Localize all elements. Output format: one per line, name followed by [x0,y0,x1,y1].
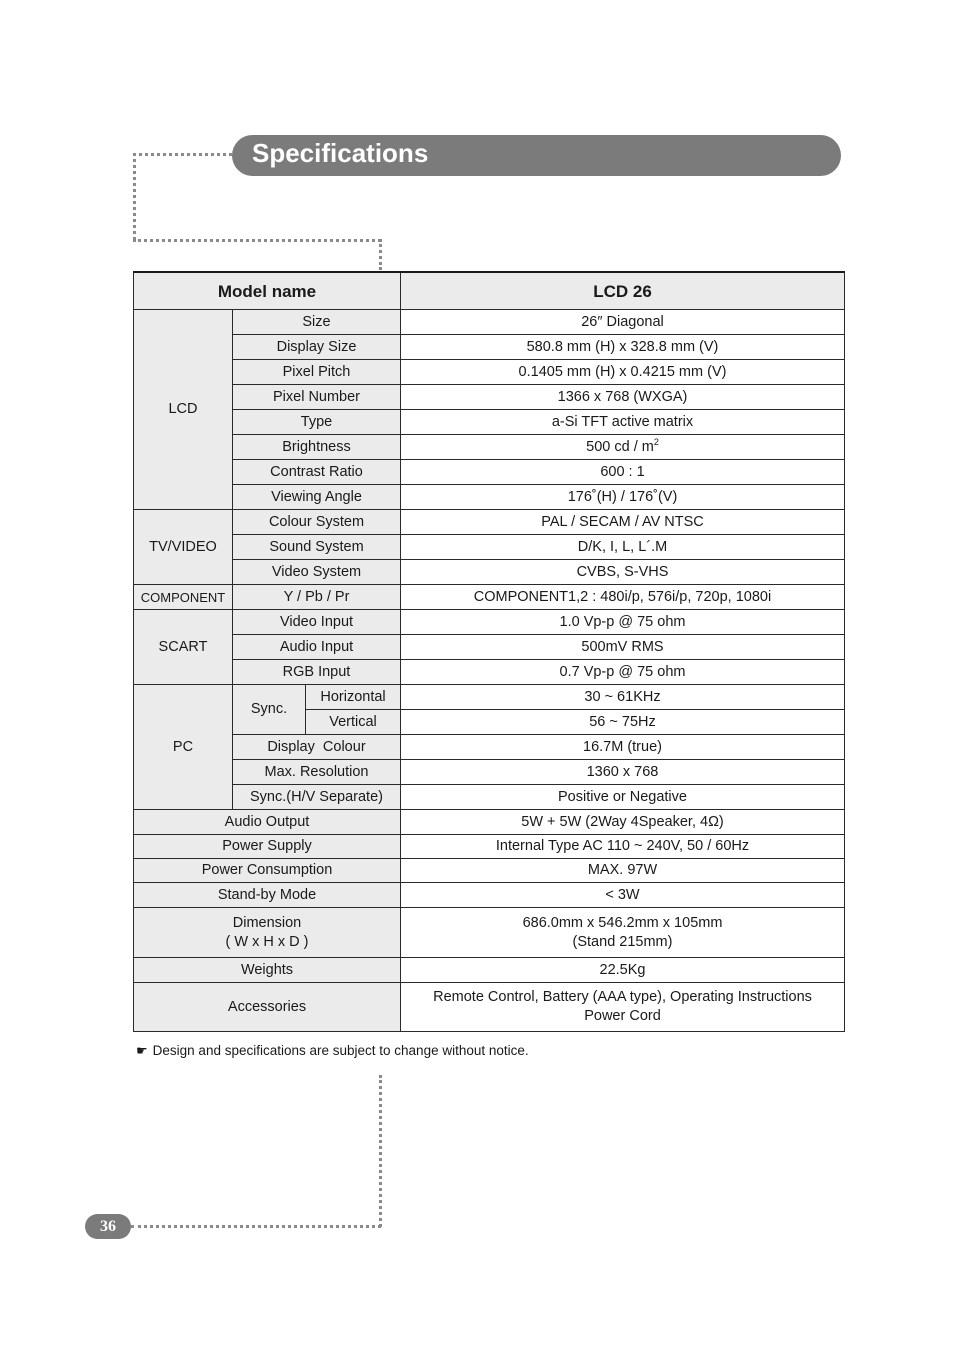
row-value: a-Si TFT active matrix [401,410,845,435]
row-value: CVBS, S-VHS [401,560,845,585]
row-label: RGB Input [233,660,401,685]
row-label: Audio Output [134,810,401,835]
row-value [401,435,845,460]
row-value: 16.7M (true) [401,735,845,760]
row-label: Video System [233,560,401,585]
table-row [134,610,845,635]
table-row [134,560,845,585]
row-value: 56 ~ 75Hz [401,710,845,735]
row-label: Accessories [134,983,401,1032]
row-value: 5W + 5W (2Way 4Speaker, 4Ω) [401,810,845,835]
group-pc: PC [134,685,233,810]
page-number-badge: 36 [85,1214,131,1239]
footnote-text: Design and specifications are subject to change without notice. [152,1043,529,1058]
row-label: Max. Resolution [233,760,401,785]
table-row [134,883,845,908]
dotted-line-middle [133,239,381,242]
brightness-superscript: 2 [653,436,659,447]
dotted-line-top [133,153,232,156]
row-value: 1.0 Vp-p @ 75 ohm [401,610,845,635]
table-row [134,810,845,835]
table-row [134,535,845,560]
group-component: COMPONENT [134,585,233,610]
table-row [134,385,845,410]
row-label [134,908,401,958]
row-label: Contrast Ratio [233,460,401,485]
row-value: 0.1405 mm (H) x 0.4215 mm (V) [401,360,845,385]
row-label: Display Colour [233,735,401,760]
dimension-label-sub: ( W x H x D ) [225,933,309,950]
table-header-row [134,272,845,310]
table-row [134,635,845,660]
table-row [134,859,845,883]
row-value: COMPONENT1,2 : 480i/p, 576i/p, 720p, 1080i [401,585,845,610]
specifications-table [133,271,845,1032]
dotted-line-right-upper [379,239,382,270]
row-label: Audio Input [233,635,401,660]
table-row [134,908,845,958]
row-value: D/K, I, L, L´.M [401,535,845,560]
group-sync: Sync. [233,685,306,735]
row-value: 0.7 Vp-p @ 75 ohm [401,660,845,685]
row-label: Viewing Angle [233,485,401,510]
dotted-line-bottom [131,1225,381,1228]
row-label: Sound System [233,535,401,560]
row-value: 1360 x 768 [401,760,845,785]
row-label: Pixel Pitch [233,360,401,385]
row-label: Display Size [233,335,401,360]
row-label: Type [233,410,401,435]
table-row [134,958,845,983]
table-row [134,360,845,385]
table-row [134,785,845,810]
footnote [136,1043,529,1059]
table-row [134,410,845,435]
row-value: 600 : 1 [401,460,845,485]
table-row [134,460,845,485]
row-label: Weights [134,958,401,983]
row-value: 22.5Kg [401,958,845,983]
row-value: 26″ Diagonal [401,310,845,335]
row-label: Stand-by Mode [134,883,401,908]
accessories-value: Remote Control, Battery (AAA type), Operating Instructions [433,989,812,1005]
row-value: MAX. 97W [401,859,845,883]
row-value: 500mV RMS [401,635,845,660]
table-row [134,760,845,785]
page-title: Specifications [252,138,429,168]
table-row [134,685,845,710]
row-label: Brightness [233,435,401,460]
row-label: Video Input [233,610,401,635]
group-scart: SCART [134,610,233,685]
row-value: 176˚(H) / 176˚(V) [401,485,845,510]
row-label: Sync.(H/V Separate) [233,785,401,810]
table-row [134,735,845,760]
accessories-value-sub: Power Cord [584,1008,661,1024]
brightness-value: 500 cd / m [586,438,654,455]
model-name-value: LCD 26 [401,272,845,310]
row-value: < 3W [401,883,845,908]
table-row [134,335,845,360]
table-row [134,435,845,460]
dimension-value-sub: (Stand 215mm) [572,933,673,950]
row-label: Colour System [233,510,401,535]
table-row [134,983,845,1032]
row-label: Vertical [306,710,401,735]
row-value: PAL / SECAM / AV NTSC [401,510,845,535]
row-label: Power Consumption [134,859,401,883]
table-row [134,310,845,335]
dotted-line-right-lower [379,1075,382,1227]
row-value: 30 ~ 61KHz [401,685,845,710]
row-label: Pixel Number [233,385,401,410]
row-value [401,983,845,1032]
dimension-value: 686.0mm x 546.2mm x 105mm [522,914,723,931]
dotted-line-left [133,153,136,240]
group-lcd: LCD [134,310,233,510]
row-label: Y / Pb / Pr [233,585,401,610]
row-value: Positive or Negative [401,785,845,810]
table-row [134,585,845,610]
dimension-label: Dimension [232,914,302,931]
row-value [401,908,845,958]
table-row [134,660,845,685]
model-name-label: Model name [134,272,401,310]
pointing-hand-icon: ☛ [136,1043,148,1058]
table-row [134,835,845,859]
row-label: Power Supply [134,835,401,859]
row-label: Horizontal [306,685,401,710]
table-row [134,485,845,510]
row-label: Size [233,310,401,335]
group-tv-video: TV/VIDEO [134,510,233,585]
row-value: Internal Type AC 110 ~ 240V, 50 / 60Hz [401,835,845,859]
table-row [134,510,845,535]
row-value: 580.8 mm (H) x 328.8 mm (V) [401,335,845,360]
row-value: 1366 x 768 (WXGA) [401,385,845,410]
title-bar [232,135,841,176]
